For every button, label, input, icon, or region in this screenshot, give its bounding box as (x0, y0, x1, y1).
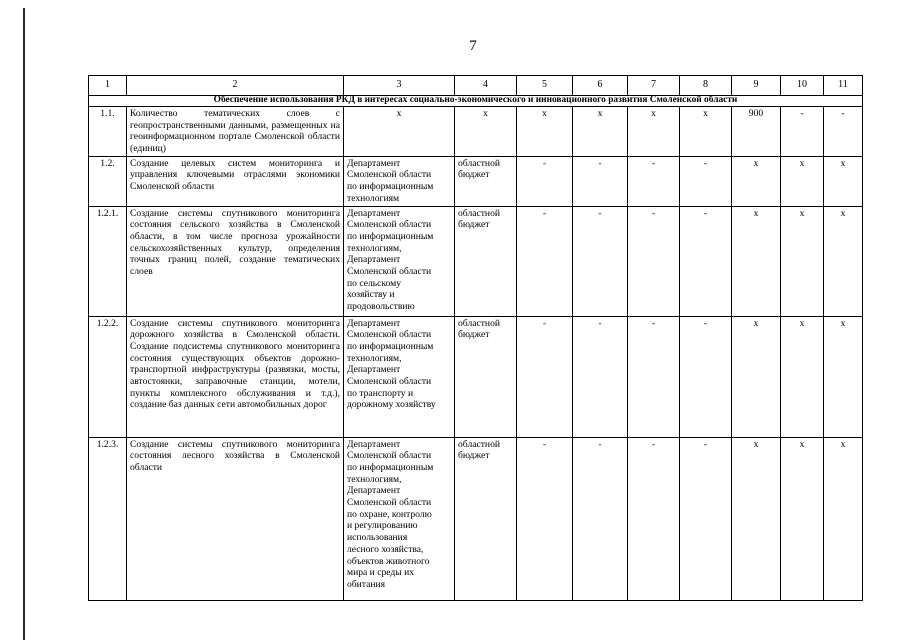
row-executor: Департамент Смоленской области по информационным технологиям, Департамент Смоленской области по сельскому хозяйству и продовольствию (344, 206, 455, 316)
column-number-row (89, 76, 863, 96)
row-name: Создание целевых систем мониторинга и управления ключевыми отраслями экономики Смоленской области (127, 156, 344, 206)
row-value-col-6: x (573, 106, 628, 156)
row-value-col-5: - (517, 316, 573, 437)
column-number-8: 8 (680, 76, 732, 96)
row-value-col-5: - (517, 156, 573, 206)
column-number-5: 5 (517, 76, 573, 96)
row-value-col-9: 900 (732, 106, 781, 156)
row-name: Создание системы спутникового мониторинга состояния лесного хозяйства в Смоленской области (127, 437, 344, 600)
row-name: Создание системы спутникового мониторинга дорожного хозяйства в Смоленской области. Создание подсистемы спутникового мониторинга состояния существующих объектов дорожно-транспортной инфраструктуры (развязки, мосты, автостоянки, заправочные станции, мотели, пункты комплексного обслуживания и т.д.), создание баз данных сети автомобильных дорог (127, 316, 344, 437)
row-value-col-11: x (824, 206, 863, 316)
column-number-6: 6 (573, 76, 628, 96)
row-value-col-9: x (732, 437, 781, 600)
row-funding-source: x (455, 106, 517, 156)
plan-table (88, 75, 863, 601)
row-value-col-6: - (573, 316, 628, 437)
row-value-col-7: - (628, 316, 680, 437)
row-value-col-6: - (573, 206, 628, 316)
row-executor: x (344, 106, 455, 156)
page-number: 7 (469, 38, 477, 54)
table-row (89, 437, 863, 600)
row-number: 1.2.2. (89, 316, 127, 437)
row-number: 1.2.1. (89, 206, 127, 316)
row-funding-source: областной бюджет (455, 437, 517, 600)
row-value-col-7: - (628, 206, 680, 316)
row-value-col-8: - (680, 156, 732, 206)
row-value-col-5: x (517, 106, 573, 156)
column-number-10: 10 (781, 76, 824, 96)
row-value-col-8: - (680, 316, 732, 437)
row-funding-source: областной бюджет (455, 206, 517, 316)
scan-edge-line (23, 8, 25, 640)
column-number-7: 7 (628, 76, 680, 96)
table-row (89, 206, 863, 316)
row-number: 1.1. (89, 106, 127, 156)
column-number-4: 4 (455, 76, 517, 96)
row-value-col-7: - (628, 437, 680, 600)
table-row (89, 156, 863, 206)
row-value-col-10: x (781, 316, 824, 437)
row-value-col-8: - (680, 206, 732, 316)
row-value-col-10: x (781, 206, 824, 316)
row-value-col-10: x (781, 156, 824, 206)
row-executor: Департамент Смоленской области по информационным технологиям, Департамент Смоленской области по охране, контролю и регулированию использования лесного хозяйства, объектов животного мира и среды их обитания (344, 437, 455, 600)
column-number-1: 1 (89, 76, 127, 96)
row-value-col-10: x (781, 437, 824, 600)
row-value-col-6: - (573, 437, 628, 600)
row-value-col-11: - (824, 106, 863, 156)
row-name: Создание системы спутникового мониторинга состояния сельского хозяйства в Смоленской области, в том числе прогноза урожайности сельскохозяйственных культур, определения точных границ полей, создание тематических слоев (127, 206, 344, 316)
row-value-col-6: - (573, 156, 628, 206)
row-value-col-11: x (824, 437, 863, 600)
section-row (89, 96, 863, 107)
section-title: Обеспечение использования РКД в интересах социально-экономического и инновационного развития Смоленской области (89, 96, 863, 107)
row-executor: Департамент Смоленской области по информационным технологиям (344, 156, 455, 206)
row-value-col-11: x (824, 156, 863, 206)
column-number-3: 3 (344, 76, 455, 96)
row-value-col-11: x (824, 316, 863, 437)
row-number: 1.2. (89, 156, 127, 206)
row-value-col-7: - (628, 156, 680, 206)
row-value-col-8: x (680, 106, 732, 156)
row-funding-source: областной бюджет (455, 156, 517, 206)
row-name: Количество тематических слоев с геопространственными данными, размещенных на геоинформационном портале Смоленской области (единиц) (127, 106, 344, 156)
row-value-col-5: - (517, 437, 573, 600)
column-number-2: 2 (127, 76, 344, 96)
table-row (89, 316, 863, 437)
row-value-col-5: - (517, 206, 573, 316)
row-value-col-9: x (732, 206, 781, 316)
row-funding-source: областной бюджет (455, 316, 517, 437)
row-number: 1.2.3. (89, 437, 127, 600)
row-value-col-8: - (680, 437, 732, 600)
row-executor: Департамент Смоленской области по информационным технологиям, Департамент Смоленской области по транспорту и дорожному хозяйству (344, 316, 455, 437)
row-value-col-10: - (781, 106, 824, 156)
row-value-col-9: x (732, 156, 781, 206)
row-value-col-7: x (628, 106, 680, 156)
row-value-col-9: x (732, 316, 781, 437)
table-row (89, 106, 863, 156)
column-number-9: 9 (732, 76, 781, 96)
column-number-11: 11 (824, 76, 863, 96)
